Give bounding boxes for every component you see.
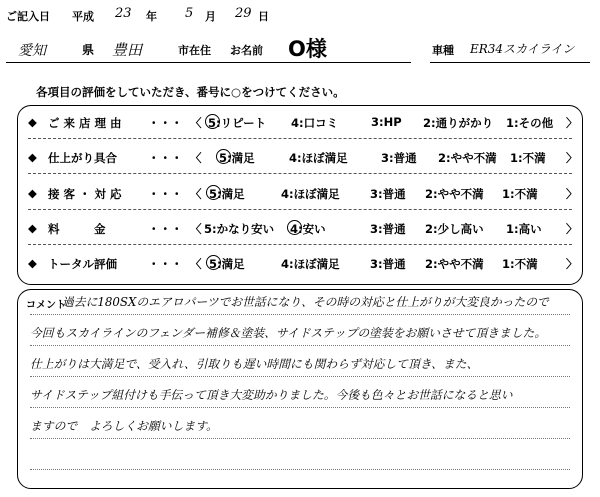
instruction-text: 各項目の評価をしていただき、番号に○をつけてください。 xyxy=(36,85,345,99)
row-divider xyxy=(28,244,572,245)
comment-ruled-line xyxy=(30,314,570,315)
prefecture-label: 県 xyxy=(82,43,95,57)
entry-date-label: ご記入日 xyxy=(6,10,50,23)
row-label: トータル評価 xyxy=(48,257,117,271)
option-2[interactable]: 2:やや不満 xyxy=(425,187,484,201)
row-divider xyxy=(28,173,572,174)
survey-row-price xyxy=(18,217,582,241)
option-4[interactable]: 4:ほぼ満足 xyxy=(289,151,348,165)
option-3[interactable]: 3:HP xyxy=(371,115,402,129)
comment-box[interactable] xyxy=(17,289,583,489)
prefecture-value: 愛知 xyxy=(18,43,46,59)
year-value: 23 xyxy=(115,6,132,21)
header-underline-right xyxy=(430,62,590,63)
row-label: 接 客 ・ 対 応 xyxy=(48,187,122,201)
option-2[interactable]: 2:少し高い xyxy=(425,222,484,236)
row-dots: ・・・ xyxy=(148,116,183,130)
comment-ruled-line xyxy=(30,345,570,346)
comment-ruled-line xyxy=(30,376,570,377)
option-1[interactable]: 1:その他 xyxy=(506,116,554,130)
row-open-bracket: 〈 xyxy=(190,116,202,130)
option-4[interactable]: 4:ほぼ満足 xyxy=(281,257,340,271)
diamond-icon: ◆ xyxy=(28,150,37,164)
customer-name: O様 xyxy=(288,37,327,61)
comment-ruled-line xyxy=(30,469,570,470)
row-open-bracket: 〈 xyxy=(190,151,202,165)
option-1[interactable]: 1:不満 xyxy=(502,257,538,271)
row-close-bracket: 〉 xyxy=(566,257,578,271)
row-divider xyxy=(28,138,572,139)
era-label: 平成 xyxy=(72,10,94,23)
row-close-bracket: 〉 xyxy=(566,151,578,165)
row-dots: ・・・ xyxy=(148,151,183,165)
day-value: 29 xyxy=(235,6,252,21)
diamond-icon: ◆ xyxy=(28,186,37,200)
diamond-icon: ◆ xyxy=(28,256,37,270)
option-1[interactable]: 1:高い xyxy=(506,222,542,236)
survey-row-visit-reason xyxy=(18,111,582,135)
month-unit: 月 xyxy=(205,10,216,23)
row-open-bracket: 〈 xyxy=(190,222,202,236)
option-1[interactable]: 1:不満 xyxy=(510,151,546,165)
city-value: 豊田 xyxy=(112,41,143,59)
survey-box xyxy=(17,105,583,285)
row-close-bracket: 〉 xyxy=(566,222,578,236)
option-2[interactable]: 2:やや不満 xyxy=(438,151,497,165)
option-3[interactable]: 3:普通 xyxy=(381,151,417,165)
diamond-icon: ◆ xyxy=(28,115,37,129)
header-underline-left xyxy=(6,62,411,63)
row-label: 料 金 xyxy=(48,222,106,236)
row-divider xyxy=(28,209,572,210)
option-2[interactable]: 2:通りがかり xyxy=(423,116,494,130)
option-3[interactable]: 3:普通 xyxy=(370,187,406,201)
row-close-bracket: 〉 xyxy=(566,187,578,201)
row-label: ご 来 店 理 由 xyxy=(48,116,122,130)
comment-line-1: 過去に180SXのエアロパーツでお世話になり、その時の対応と仕上がりが大変良かったので xyxy=(62,295,549,309)
option-3[interactable]: 3:普通 xyxy=(370,222,406,236)
name-label: お名前 xyxy=(230,44,263,57)
year-unit: 年 xyxy=(146,10,157,23)
row-label: 仕上がり具合 xyxy=(48,151,117,165)
comment-line-5: ますので よろしくお願いします。 xyxy=(30,419,218,433)
comment-line-4: サイドステップ組付けも手伝って頂き大変助かりました。今後も色々とお世話になると思い xyxy=(30,388,513,402)
row-dots: ・・・ xyxy=(148,187,183,201)
row-open-bracket: 〈 xyxy=(190,257,202,271)
row-open-bracket: 〈 xyxy=(190,187,202,201)
option-5[interactable]: 5:満足 xyxy=(209,257,245,271)
row-close-bracket: 〉 xyxy=(566,116,578,130)
survey-row-finish-quality xyxy=(18,146,582,170)
comment-line-3: 仕上がりは大満足で、受入れ、引取りも遅い時間にも関わらず対応して頂き、また、 xyxy=(30,357,479,371)
survey-row-total xyxy=(18,252,582,276)
comment-ruled-line xyxy=(30,407,570,408)
option-1[interactable]: 1:不満 xyxy=(502,187,538,201)
option-5[interactable]: 5:満足 xyxy=(209,187,245,201)
row-dots: ・・・ xyxy=(148,222,183,236)
comment-ruled-line xyxy=(30,438,570,439)
option-4[interactable]: 4:安い xyxy=(290,222,326,236)
option-5[interactable]: 5:リピート xyxy=(208,116,267,130)
month-value: 5 xyxy=(185,6,194,21)
diamond-icon: ◆ xyxy=(28,221,37,235)
comment-line-2: 今回もスカイラインのフェンダー補修＆塗装、サイドステップの塗装をお願いさせて頂きました。 xyxy=(30,326,547,340)
day-unit: 日 xyxy=(258,10,269,23)
option-5[interactable]: 5:満足 xyxy=(219,151,255,165)
option-4[interactable]: 4:ほぼ満足 xyxy=(281,187,340,201)
option-4[interactable]: 4:口コミ xyxy=(291,116,339,130)
option-5[interactable]: 5:かなり安い xyxy=(204,222,275,236)
city-label: 市在住 xyxy=(178,44,211,57)
option-2[interactable]: 2:やや不満 xyxy=(425,257,484,271)
car-value: ER34スカイライン xyxy=(470,42,575,56)
car-label: 車種 xyxy=(432,44,454,57)
survey-row-service xyxy=(18,182,582,206)
option-3[interactable]: 3:普通 xyxy=(370,257,406,271)
comment-label: コメント xyxy=(26,300,66,311)
row-dots: ・・・ xyxy=(148,257,183,271)
